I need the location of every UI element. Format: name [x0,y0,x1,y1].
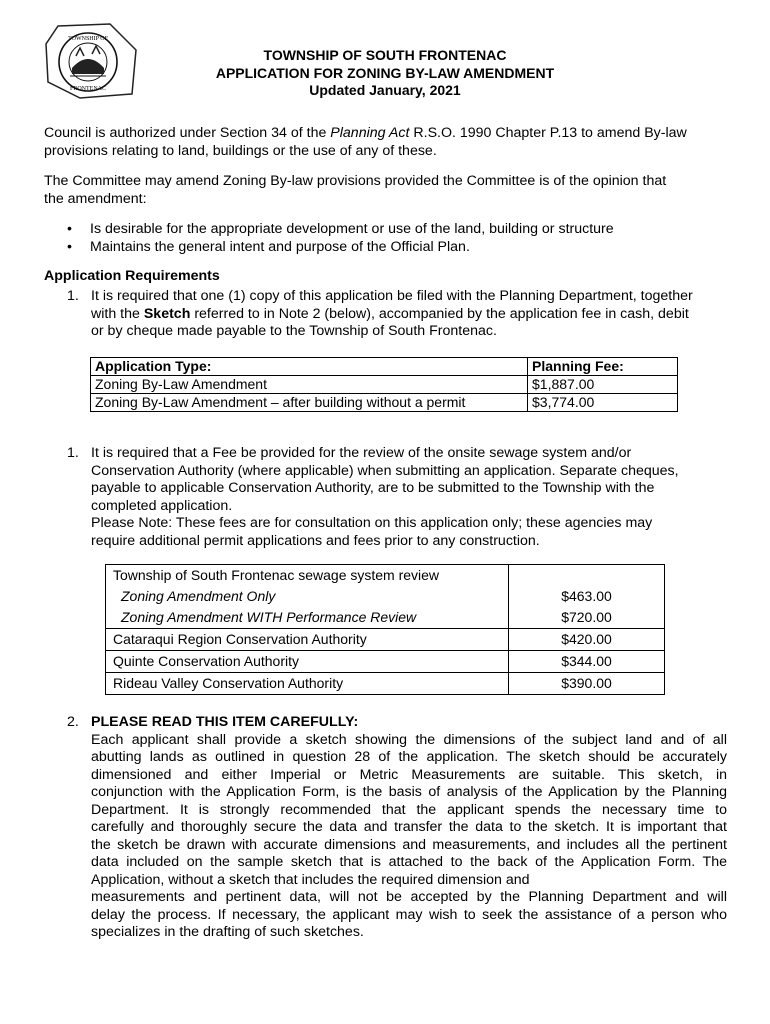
document-header [0,47,770,100]
table-cell: $720.00 [561,609,612,625]
requirement-text: Please Note: These fees are for consultation on this application only; these agencies may [91,515,653,531]
table-cell [106,565,509,629]
table-cell: Rideau Valley Conservation Authority [106,673,509,695]
bullet-text: Is desirable for the appropriate development or use of the land, building or structure [90,221,614,237]
intro-text: Council is authorized under Section 34 of the [44,125,331,141]
svg-text:TOWNSHIP OF: TOWNSHIP OF [68,36,108,42]
requirement-text: delay the process. If necessary, the applicant may wish to seek the assistance of a person who [91,906,727,923]
requirement-text: measurements and pertinent data, will not be accepted by the Planning Department and will [91,889,727,905]
table-row [91,376,678,394]
requirement-text: specializes in the drafting of such sketches. [91,924,364,940]
requirement-text: Application, without a sketch that includes the required dimension and [91,871,530,888]
table-cell: Zoning By-Law Amendment [91,376,528,394]
requirement-text: completed application. [91,497,233,514]
item-number: 1. [67,445,79,461]
bullet-icon: • [67,239,72,255]
intro-text: the amendment: [44,190,147,207]
intro-paragraph-2 [44,173,734,208]
requirement-2-text [91,445,729,550]
table-cell: $1,887.00 [528,376,678,394]
requirement-text: data included on the sample sketch that is attached to the back of the Application Form. The [91,854,727,870]
section-heading: Application Requirements [44,268,220,284]
requirement-text: or by cheque made payable to the Township of South Frontenac. [91,323,497,339]
table-cell [516,565,657,586]
requirement-text: Department. It is strongly recommended that the applicant spends the necessary time to [91,801,727,818]
requirement-text: require additional permit applications and fees prior to any construction. [91,532,540,549]
requirement-text: referred to in Note 2 (below), accompanied by the application fee in cash, debit [190,305,689,322]
requirement-text: conjunction with the Application Form, is the basis of analysis of the Application by the Planning [91,784,727,800]
careful-read-heading: PLEASE READ THIS ITEM CAREFULLY: [91,714,359,730]
planning-fee-table [90,357,678,412]
requirement-text: It is required that a Fee be provided for the review of the onsite sewage system and/or [91,445,632,461]
requirement-1-text [91,288,729,341]
table-cell: $463.00 [561,588,612,604]
intro-text: R.S.O. 1990 Chapter P.13 to amend By-law [409,125,687,141]
svg-text:FRONTENAC: FRONTENAC [69,86,107,92]
table-cell: Zoning Amendment Only [121,588,276,604]
table-row [106,565,665,629]
table-row [106,673,665,695]
requirement-text: dimensioned and either Imperial or Metric Measurements are suitable. This sketch, in [91,766,727,783]
bullet-icon: • [67,221,72,237]
table-row [106,651,665,673]
requirement-3-text [91,714,727,942]
requirement-text: with the [91,305,144,322]
requirement-text: Conservation Authority (where applicable) when submitting an application. Separate cheques, [91,462,679,479]
planning-act-title: Planning Act [330,125,410,141]
requirement-text: payable to applicable Conservation Authority, are to be submitted to the Township with the [91,480,655,496]
sewage-review-label: Township of South Frontenac sewage system review [113,567,440,583]
requirement-text: carefully and thoroughly secure the data and transfer the data to the sketch. It is important that [91,819,727,835]
table-cell: $420.00 [509,629,665,651]
table-header-row [91,358,678,376]
table-row [106,629,665,651]
review-fee-table [105,564,665,695]
table-row [91,394,678,412]
table-cell: $344.00 [509,651,665,673]
header-date: Updated January, 2021 [309,82,461,98]
header-title: TOWNSHIP OF SOUTH FRONTENAC [263,47,507,63]
requirement-text: abutting lands as outlined in question 28 of the application. The sketch should be accurately [91,749,727,765]
table-cell: $3,774.00 [528,394,678,412]
intro-text: provisions relating to land, buildings or the use of any of these. [44,142,437,159]
table-cell [509,565,665,629]
table-cell: $390.00 [509,673,665,695]
intro-paragraph-1 [44,125,734,160]
table-header: Application Type: [91,358,528,376]
table-cell: Zoning By-Law Amendment – after building without a permit [91,394,528,412]
bullet-text: Maintains the general intent and purpose of the Official Plan. [90,239,470,255]
item-number: 2. [67,714,79,730]
table-header: Planning Fee: [528,358,678,376]
header-subtitle: APPLICATION FOR ZONING BY-LAW AMENDMENT [215,64,555,81]
table-cell: Quinte Conservation Authority [106,651,509,673]
requirement-text: Each applicant shall provide a sketch showing the dimensions of the subject land and of all [91,731,727,748]
table-cell: Cataraqui Region Conservation Authority [106,629,509,651]
table-cell: Zoning Amendment WITH Performance Review [121,609,417,625]
intro-text: The Committee may amend Zoning By-law provisions provided the Committee is of the opinion that [44,173,667,189]
item-number: 1. [67,288,79,304]
sketch-emphasis: Sketch [143,305,191,322]
requirement-text: It is required that one (1) copy of this application be filed with the Planning Department, together [91,288,693,304]
requirement-text: the sketch be drawn with accurate dimensions and measurements, and includes all the pertinent [91,836,727,853]
